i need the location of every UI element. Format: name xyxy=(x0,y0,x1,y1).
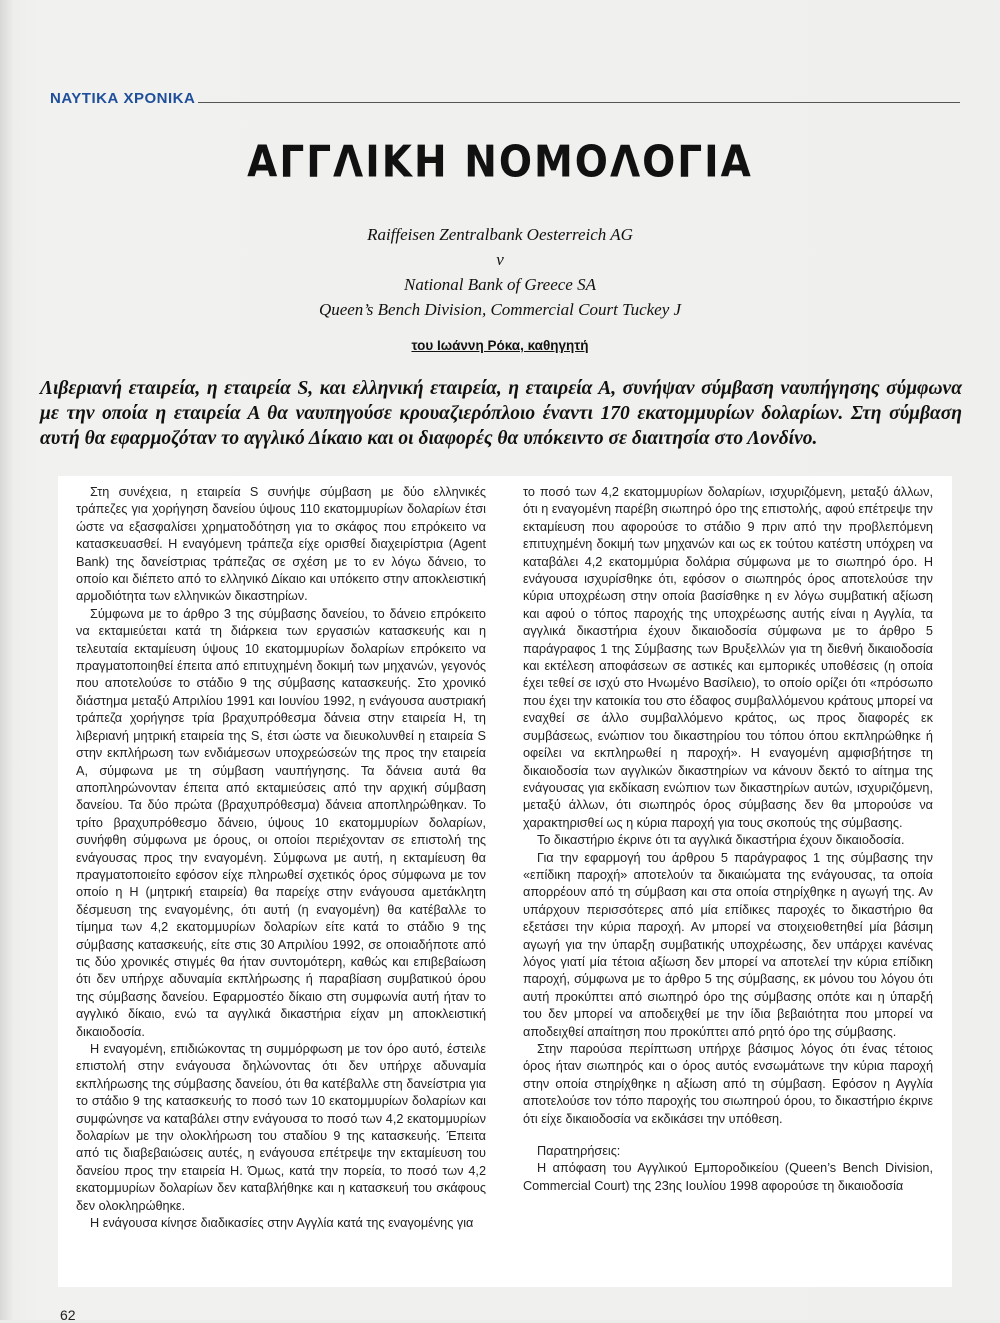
case-plaintiff: Raiffeisen Zentralbank Oesterreich AG xyxy=(367,225,633,244)
body-paragraph: Το δικαστήριο έκρινε ότι τα αγγλικά δικαστήρια έχουν δικαιοδοσία. xyxy=(537,833,905,848)
article-title: ΑΓΓΛΙΚΗ ΝΟΜΟΛΟΓΙΑ xyxy=(247,137,753,188)
page-number: 62 xyxy=(60,1307,76,1323)
case-court: Queen’s Bench Division, Commercial Court Tuckey J xyxy=(318,300,682,319)
author-byline: του Ιωάννη Ρόκα, καθηγητή xyxy=(411,338,589,353)
body-paragraph: Στην παρούσα περίπτωση υπήρχε βάσιμος λόγος ότι ένας τέτοιος όρος ήταν σιωπηρός και ο όρος αυτός ενσωμάτωνε την κύρια παροχή στην οποία στηρίχθηκε η αξίωση από τη σύμβαση. Εφόσον η Αγγλία αποτελούσε τον τόπο παροχής του σιωπηρού όρου, το δικαστήριο έκρινε ότι είχε δικαιοδοσία να εκδικάσει την υπόθεση. xyxy=(523,1042,933,1126)
body-paragraph: Η ενάγουσα κίνησε διαδικασίες στην Αγγλία κατά της εναγομένης για xyxy=(90,1216,474,1231)
body-paragraph: Σύμφωνα με το άρθρο 3 της σύμβασης δανείου, το δάνειο επρόκειτο να εκταμιεύεται κατά τη διάρκεια των εργασιών κατασκευής και η τελευταία εκταμίευση ύψους 10 εκατομμυρίων δολαρίων επρόκειτο να πραγματοποιηθεί έπειτα από επιτυχημένη δοκιμή των μηχανών, γεγονός που αποτελούσε το στάδιο 9 της σύμβασης κατασκευής. Στο χρονικό διάστημα μεταξύ Απριλίου 1991 και Ιουνίου 1992, η ενάγουσα αυστριακή τράπεζα χορήγησε τρία βραχυπρόθεσμα δάνεια στην εταιρεία Η, τη λιβεριανή μητρική εταιρεία της S, έτσι ώστε να διευκολυνθεί η εταιρεία S στην εκπλήρωση των ενδιάμεσων υποχρεώσεών της προς την εταιρεία Α, σύμφωνα με τη σύμβαση ναυπήγησης. Τα δάνεια αυτά θα αποπληρώνονταν έπειτα από εκταμιεύσεις από την αρχική σύμβαση δανείου. Τα δύο πρώτα (βραχυπρόθεσμα) δάνεια αποπληρώθηκαν. Το τρίτο βραχυπρόθεσμο δάνειο, ύψους 10 εκατομμυρίων δολαρίων, συνήφθη σύμφωνα με όρους, οι οποίοι περιέχονταν σε επιστολή της ενάγουσας προς την εναγομένη. Σύμφωνα με αυτή, η εκταμίευση θα πραγματοποιείτο εφόσον είχε πληρωθεί σχετικός όρος σύμφωνα με τον οποίο η Η (μητρική εταιρεία) θα παρείχε στην ενάγουσα αμετάκλητη δέσμευση της εναγομένης, ότι αυτή (η εναγομένη) θα κατέβαλλε το τίμημα των 4,2 εκατομμυρίων δολαρίων είτε κατά το στάδιο 9 της σύμβασης κατασκευής, είτε στις 30 Απριλίου 1992, σε οποιαδήποτε από τις δύο χρονικές στιγμές θα ήταν συντομότερη, καθώς και επιβεβαίωση ότι δεν υπήρχε αδυναμία εκπλήρωσης ή παραβίαση συμβατικού όρου της σύμβασης δανείου. Εφαρμοστέο δίκαιο στη συμφωνία αυτή ήταν το αγγλικό δίκαιο, ενώ τα αγγλικά δικαστήρια είχαν μη αποκλειστική δικαιοδοσία. xyxy=(76,606,486,1039)
case-versus: v xyxy=(496,250,504,269)
body-paragraph: το ποσό των 4,2 εκατομμυρίων δολαρίων, ισχυριζόμενη, μεταξύ άλλων, ότι η εναγομένη παρέβη σιωπηρό όρο της επιστολής, αφού επέτρεψε την εκταμίευση που αφορούσε το στάδιο 9 πριν από την προβλεπόμενη επιτυχημένη δοκιμή των μηχανών και ως εκ τούτου κατέστη υπόχρεη να καταβάλει 4,2 εκατομμύρια δολάρια σύμφωνα με το σιωπηρό όρο. Η ενάγουσα ισχυρίσθηκε ότι, εφόσον ο σιωπηρός όρος αποτελούσε την κύρια υποχρέωση στην οποία βασίσθηκε η εν λόγω συμβατική αξίωση και αφού ο τόπος παροχής της υποχρέωσης αυτής είναι η Αγγλία, τα αγγλικά δικαστήρια έχουν δικαιοδοσία σύμφωνα με το άρθρο 5 παράγραφος 1 της Σύμβασης των Βρυξελλών για τη διεθνή δικαιοδοσία και εκτέλεση αποφάσεων σε αστικές και εμπορικές υποθέσεις (η οποία έχει τεθεί σε ισχύ στο Ηνωμένο Βασίλειο), το οποίο ορίζει ότι «πρόσωπο που έχει την κατοικία του στο έδαφος συμβαλλόμενου κράτους μπορεί να εναχθεί σε άλλο συμβαλλόμενο κράτος, ως προς διαφορές εκ συμβάσεως, ενώπιον του δικαστηρίου του τόπου όπου εκπληρώθηκε ή οφείλει να εκπληρωθεί η παροχή». Η εναγομένη αμφισβήτησε τη δικαιοδοσία των αγγλικών δικαστηρίων να κάνουν δεκτό το αίτημα της ενάγουσας για εκδίκαση ενώπιον των δικαστηρίων αυτών, ισχυριζόμενη, μεταξύ άλλων, ότι σιωπηρός όρος σύμβασης δεν θα μπορούσε να χαρακτηρισθεί ως η κύρια παροχή για τους σκοπούς της σύμβασης. xyxy=(523,485,933,830)
case-defendant: National Bank of Greece SA xyxy=(404,275,596,294)
article-body xyxy=(58,476,952,1287)
body-column-left xyxy=(76,484,486,1232)
body-paragraph: Για την εφαρμογή του άρθρου 5 παράγραφος 1 της σύμβασης την «επίδικη παροχή» αποτελούν τα δικαιώματα της ενάγουσας, τα οποία απορρέουν από τη σύμβαση και στα οποία στηρίχθηκε η αγωγή της. Αν υπάρχουν περισσότερες από μία επίδικες παροχές το δικαστήριο θα εξετάσει την κύρια παροχή. Αν μπορεί να στοιχειοθετηθεί μία βάσιμη αγωγή για την ύπαρξη συμβατικής υποχρέωσης, δεν υπάρχει κανένας λόγος γιατί μία τέτοια αξίωση δεν μπορεί να αποτελεί την κύρια επίδικη παροχή, σύμφωνα με το άρθρο 5 της σύμβασης, εκ μόνου του λόγου ότι αυτή προκύπτει από σιωπηρό όρο της σύμβασης οπότε και η ύπαρξή του δεν μπορεί να αποδειχθεί με την ίδια βεβαιότητα που μπορεί να αποδειχθεί απαίτηση που προκύπτει από ρητό όρο της σύμβασης. xyxy=(523,850,933,1039)
body-paragraph: Στη συνέχεια, η εταιρεία S συνήψε σύμβαση με δύο ελληνικές τράπεζες για χορήγηση δανείου ύψους 110 εκατομμυρίων δολαρίων έτσι ώστε να εξασφαλίσει χρηματοδότηση για το σκάφος που επρόκειτο να κατασκευασθεί. Η εναγόμενη τράπεζα είχε ορισθεί διαχειρίστρια (Agent Bank) της δανείστριας τράπεζας σε σχέση με το εν λόγω δάνειο, το οποίο και διέπετο από το ελληνικό Δίκαιο και υπόκειτο στην αποκλειστική αρμοδιότητα των ελληνικών δικαστηρίων. xyxy=(76,485,486,604)
magazine-name: ΝΑΥΤΙΚΑ ΧΡΟΝΙΚΑ xyxy=(50,90,196,107)
case-citation xyxy=(0,222,1000,322)
body-column-right xyxy=(523,484,933,1195)
masthead xyxy=(50,90,960,110)
remarks-heading: Παρατηρήσεις: xyxy=(537,1144,621,1159)
body-paragraph: Η απόφαση του Αγγλικού Εμποροδικείου (Queen’s Bench Division, Commercial Court) της 23ης Ιουλίου 1998 αφορούσε τη δικαιοδοσία xyxy=(523,1161,933,1193)
masthead-rule xyxy=(198,102,960,103)
body-paragraph: Η εναγομένη, επιδιώκοντας τη συμμόρφωση με τον όρο αυτό, έστειλε επιστολή στην ενάγουσα δηλώνοντας ότι δεν υπήρχε αδυναμία εκπλήρωσης της σύμβασης δανείου, ότι θα κατέβαλλε στη δανείστρια για το στάδιο 9 της κατασκευής το ποσό των 10 εκατομμυρίων δολαρίων και συμφώνησε να καταβάλει στην ενάγουσα το ποσό των 4,2 εκατομμυρίων δολαρίων με την ολοκλήρωση του σταδίου 9 της κατασκευής. Έπειτα από τις διαβεβαιώσεις αυτές, η ενάγουσα επέτρεψε την εκταμίευση του δανείου προς την εταιρεία Η. Όμως, κατά την πορεία, το ποσό των 4,2 εκατομμυρίων δολαρίων δεν καταβλήθηκε και η κατασκευή του σκάφους δεν ολοκληρώθηκε. xyxy=(76,1042,486,1213)
intro-paragraph: Λιβεριανή εταιρεία, η εταιρεία S, και ελληνική εταιρεία, η εταιρεία Α, συνήψαν σύμβαση ναυπήγησης σύμφωνα με την οποία η εταιρεία Α θα ναυπηγούσε κρουαζιερόπλοιο έναντι 170 εκατομμυρίων δολαρίων. Στη σύμβαση αυτή θα εφαρμοζόταν το αγγλικό Δίκαιο και οι διαφορές θα υπόκειντο σε διαιτησία στο Λονδίνο. xyxy=(40,378,962,449)
